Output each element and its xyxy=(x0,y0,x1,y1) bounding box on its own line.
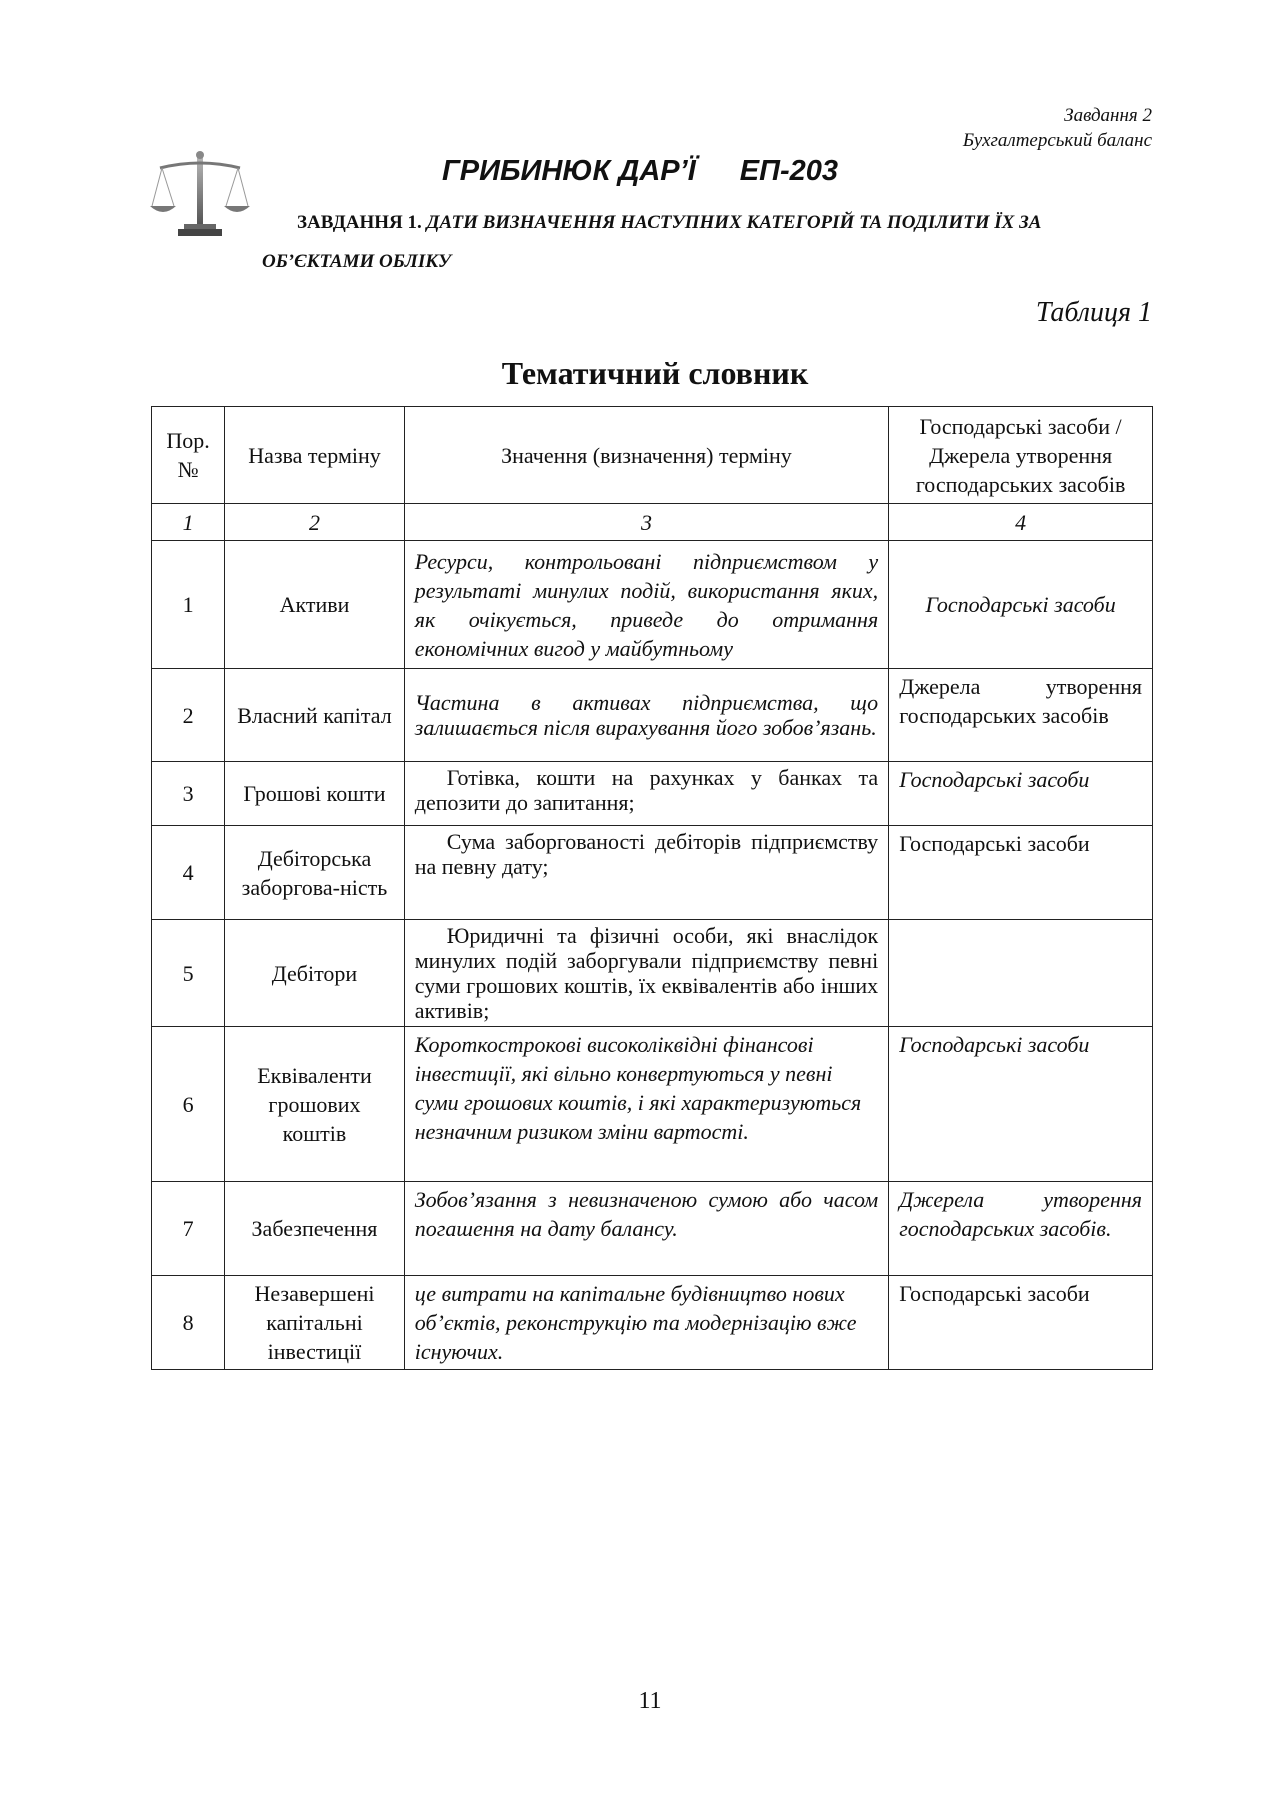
table-caption: Таблиця 1 xyxy=(1035,297,1152,328)
group-code: ЕП-203 xyxy=(739,155,839,187)
header-cell-term: Назва терміну xyxy=(225,407,405,504)
term-cell: Еквіваленти грошових коштів xyxy=(225,1027,405,1182)
row-number: 8 xyxy=(152,1276,225,1370)
term-cell: Дебіторська заборгова-ність xyxy=(225,826,405,920)
definition-cell: Готівка, кошти на рахунках у банках та депозити до запитання; xyxy=(404,762,888,826)
category-cell: Господарські засоби xyxy=(889,1276,1153,1370)
table-row xyxy=(152,1027,1153,1182)
row-number: 2 xyxy=(152,669,225,762)
term-cell: Власний капітал xyxy=(225,669,405,762)
row-number: 7 xyxy=(152,1182,225,1276)
category-cell: Господарські засоби xyxy=(889,1027,1153,1182)
column-number-row xyxy=(152,504,1153,541)
column-number: 1 xyxy=(152,504,225,541)
header-task-number: Завдання 2 xyxy=(1064,105,1152,126)
category-cell: Господарські засоби xyxy=(889,541,1153,669)
term-cell: Грошові кошти xyxy=(225,762,405,826)
author-name: ГРИБИНЮК ДАР’Ї xyxy=(441,155,696,187)
category-cell: Господарські засоби xyxy=(889,826,1153,920)
definition-cell: Ресурси, контрольовані підприємством у результаті минулих подій, використання яких, як очікується, приведе до отримання економічних вигод у майбутньому xyxy=(404,541,888,669)
table-row xyxy=(152,1276,1153,1370)
definition-cell: це витрати на капітальне будівництво нових об’єктів, реконструкцію та модернізацію вже існуючих. xyxy=(404,1276,888,1370)
running-header xyxy=(963,103,1152,153)
term-cell: Забезпечення xyxy=(225,1182,405,1276)
table-row xyxy=(152,826,1153,920)
term-cell: Незавершені капітальні інвестиції xyxy=(225,1276,405,1370)
row-number: 6 xyxy=(152,1027,225,1182)
definition-cell: Короткострокові високоліквідні фінансові інвестиції, які вільно конвертуються у певні суми грошових коштів, і які характеризуються незначним ризиком зміни вартості. xyxy=(404,1027,888,1182)
author-line xyxy=(0,155,1280,188)
row-number: 3 xyxy=(152,762,225,826)
table-row xyxy=(152,669,1153,762)
header-subject: Бухгалтерський баланс xyxy=(962,130,1152,151)
category-cell: Господарські засоби xyxy=(889,762,1153,826)
header-cell-definition: Значення (визначення) терміну xyxy=(404,407,888,504)
category-cell: Джерела утворення господарських засобів xyxy=(889,669,1153,762)
category-cell: Джерела утворення господарських засобів. xyxy=(889,1182,1153,1276)
table-row xyxy=(152,920,1153,1027)
task-label: ЗАВДАННЯ 1. xyxy=(297,212,422,233)
table-header-row xyxy=(152,407,1153,504)
column-number: 3 xyxy=(404,504,888,541)
page-number: 11 xyxy=(638,1688,662,1714)
task-text: ДАТИ ВИЗНАЧЕННЯ НАСТУПНИХ КАТЕГОРІЙ ТА ПОДІЛИТИ ЇХ ЗА ОБ’ЄКТАМИ ОБЛІКУ xyxy=(262,212,1042,272)
glossary-table xyxy=(151,406,1153,1370)
category-cell xyxy=(889,920,1153,1027)
column-number: 4 xyxy=(889,504,1153,541)
term-cell: Дебітори xyxy=(225,920,405,1027)
definition-cell: Частина в активах підприємства, що залишається після вирахування його зобов’язань. xyxy=(404,669,888,762)
header-cell-category: Господарські засоби / Джерела утворення господарських засобів xyxy=(889,407,1153,504)
definition-cell: Юридичні та фізичні особи, які внаслідок минулих подій заборгували підприємству певні суми грошових коштів, їх еквівалентів або інших активів; xyxy=(404,920,888,1027)
column-number: 2 xyxy=(225,504,405,541)
task-statement xyxy=(262,203,1152,281)
table-row xyxy=(152,541,1153,669)
table-title: Тематичний словник xyxy=(501,355,809,391)
row-number: 5 xyxy=(152,920,225,1027)
header-cell-number: Пор. № xyxy=(152,407,225,504)
definition-cell: Зобов’язання з невизначеною сумою або часом погашення на дату балансу. xyxy=(404,1182,888,1276)
row-number: 1 xyxy=(152,541,225,669)
term-cell: Активи xyxy=(225,541,405,669)
table-row xyxy=(152,1182,1153,1276)
table-row xyxy=(152,762,1153,826)
row-number: 4 xyxy=(152,826,225,920)
definition-cell: Сума заборгованості дебіторів підприємству на певну дату; xyxy=(404,826,888,920)
